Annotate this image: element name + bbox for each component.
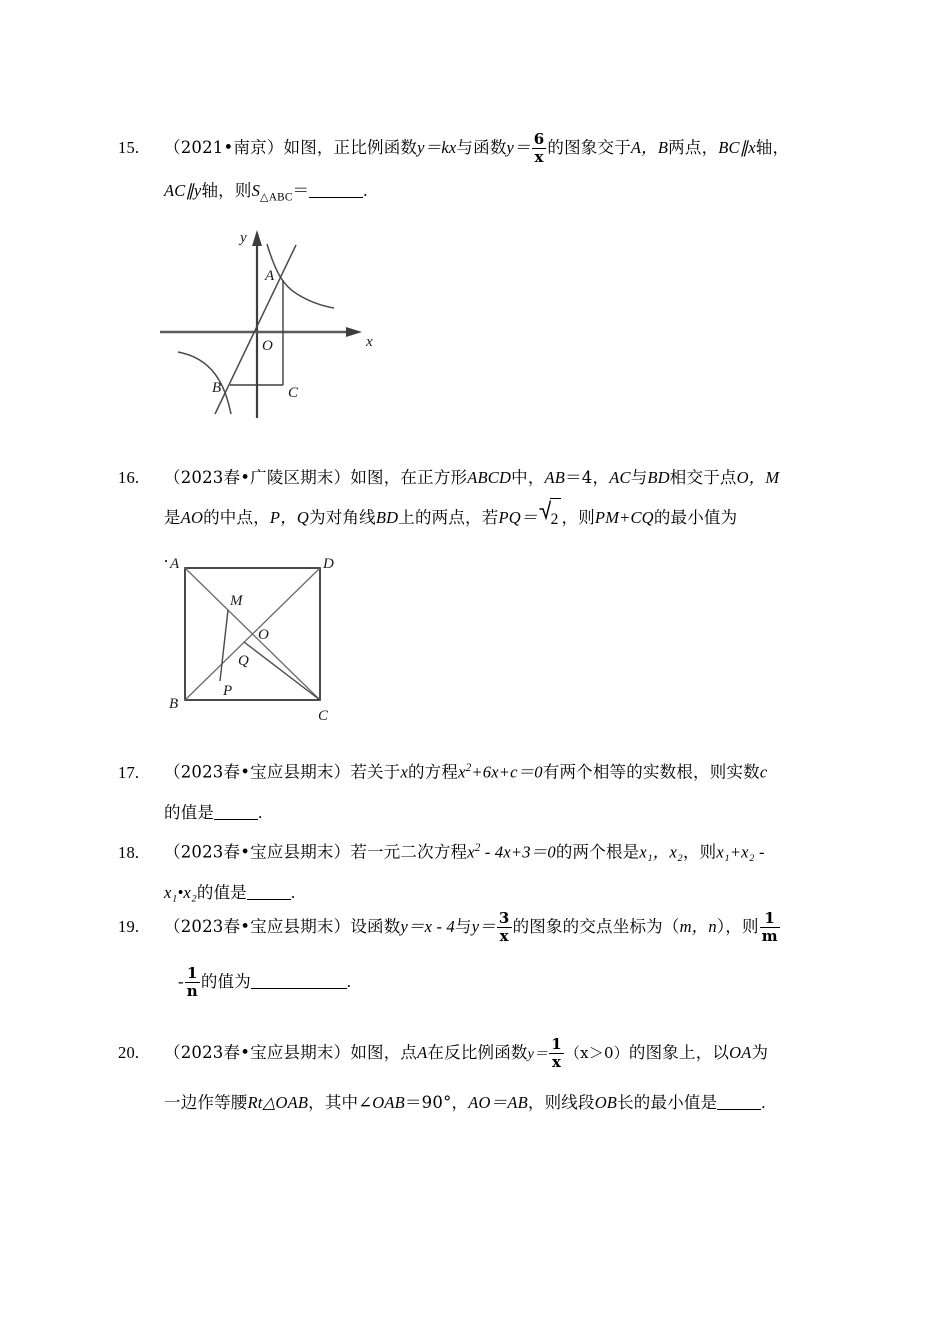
problem-20-text-d: 为 [751, 1043, 769, 1062]
problem-17-text-a: 若关于 [350, 762, 401, 782]
problem-16-square-abcd: ABCD [467, 468, 512, 487]
problem-19-number: 19. [118, 917, 140, 936]
problem-19-line-2 [118, 949, 828, 1015]
problem-15-line-1 [118, 128, 828, 168]
problem-19-text-a: 设函数 [350, 917, 401, 936]
problem-20-point-a: A [417, 1043, 428, 1062]
problem-18-equation-base: x [467, 842, 475, 862]
problem-17-var-x: x [400, 762, 408, 782]
problem-15-text-f: 轴， [755, 138, 790, 157]
hyperbola-branch-positive [267, 244, 334, 308]
problem-17 [118, 748, 828, 833]
problem-15-answer-blank[interactable] [309, 181, 363, 199]
label-point-m: M [230, 593, 243, 609]
problem-17-source: （2023春•宝应县期末） [164, 762, 351, 782]
problem-15-text-a: 如图，正比例函数 [283, 138, 418, 157]
problem-17-text-value: 的值是 [164, 802, 215, 822]
problem-17-line-1 [118, 748, 828, 793]
problem-16-points-pq: P，Q [269, 508, 310, 527]
label-point-b: B [212, 380, 222, 396]
problem-16-text-a: 如图，在正方形 [350, 468, 468, 487]
problem-16-line-1 [118, 458, 828, 498]
figure-problem-15 [152, 222, 402, 422]
problem-20 [118, 1030, 828, 1128]
problem-16-text-k: 的最小值为 [653, 508, 738, 527]
problem-15-ac-parallel-y: AC∥y [164, 181, 202, 200]
problem-16-text-e: 相交于点 [669, 468, 737, 487]
figure-15-svg [152, 222, 402, 422]
fraction-numerator: 3 [498, 908, 510, 927]
problem-15-number: 15. [118, 138, 140, 157]
problem-19-fraction-1-over-n [185, 963, 200, 1000]
figure-16-svg [160, 552, 350, 732]
problem-19-fraction-3-over-x [497, 908, 512, 945]
label-point-q: Q [238, 653, 249, 669]
problem-16-text-f: 是 [164, 508, 181, 527]
problem-16-period: . [164, 547, 169, 567]
problem-17-line-2 [118, 793, 828, 833]
problem-20-text-c: 的图象上，以 [628, 1043, 730, 1062]
problem-20-text-f: ，其中∠ [308, 1093, 373, 1112]
problem-17-equation-base: x [458, 762, 466, 782]
problem-19-text-d: ），则 [716, 917, 759, 936]
proportional-line [215, 245, 296, 414]
label-point-p: P [223, 683, 233, 699]
problem-20-number: 20. [118, 1043, 140, 1062]
problem-16-points-om: O，M [736, 468, 780, 487]
problem-15-fraction-6-over-x [532, 129, 547, 166]
problem-15-source: （2021•南京） [164, 138, 284, 157]
problem-19-linear-eq: y＝x - 4 [400, 917, 455, 936]
problem-15-bc-parallel-x: BC∥x [718, 138, 756, 157]
problem-16-seg-ab: AB [544, 468, 566, 487]
label-vertex-d: D [323, 556, 334, 572]
problem-19-inverse-eq-lhs: y＝ [471, 917, 496, 936]
label-x-axis: x [366, 334, 373, 350]
problem-17-number: 17. [118, 762, 140, 782]
problem-15-points-ab: A，B [630, 138, 669, 157]
problem-20-source: （2023春•宝应县期末） [164, 1043, 351, 1062]
problem-16-diag-ac: AC [609, 468, 631, 487]
problem-19-text-b: 与 [454, 917, 472, 936]
problem-18 [118, 828, 828, 913]
problem-15-s-symbol: S [251, 181, 261, 200]
problem-18-expr-part1: x₁+x₂ - [716, 842, 765, 862]
problem-15-text-d: 两点， [668, 138, 719, 157]
label-point-c: C [288, 385, 299, 401]
fraction-denominator: x [551, 1052, 562, 1071]
problem-20-text-g: ＝90°， [404, 1093, 469, 1112]
problem-18-text-value: 的值是 [196, 882, 248, 902]
problem-16-line-2 [118, 498, 828, 540]
problem-19-answer-blank[interactable] [251, 972, 347, 990]
problem-16-text-c: ＝4， [565, 468, 610, 487]
problem-20-text-a: 如图，点 [350, 1043, 418, 1062]
problem-17-exponent: 2 [465, 762, 472, 774]
problem-16-diag-bd-2: BD [375, 508, 399, 527]
problem-20-text-h: ，则线段 [527, 1093, 595, 1112]
fraction-numerator: 1 [551, 1034, 562, 1053]
problem-18-equation-rest: - 4x+3＝0 [480, 842, 556, 862]
problem-17-var-c: c [759, 762, 768, 782]
problem-20-line-1 [118, 1030, 828, 1078]
fraction-denominator: m [761, 926, 778, 945]
problem-16-text-h: 为对角线 [309, 508, 376, 527]
label-vertex-c: C [318, 708, 329, 724]
problem-17-text-b: 的方程 [407, 762, 459, 782]
problem-20-answer-blank[interactable] [717, 1093, 761, 1111]
problem-16-seg-ao: AO [180, 508, 204, 527]
problem-18-number: 18. [118, 842, 140, 862]
problem-18-text-c: ，则 [682, 842, 717, 862]
label-vertex-b: B [169, 696, 179, 712]
fraction-numerator: 1 [760, 911, 780, 928]
problem-15 [118, 128, 828, 220]
problem-15-text-c: 的图象交于 [547, 138, 631, 157]
problem-20-domain-condition: （x＞0） [564, 1044, 629, 1062]
problem-20-text-i: 长的最小值是 [617, 1093, 718, 1112]
label-y-axis: y [240, 230, 247, 246]
problem-19-text-value: 的值为 [200, 972, 251, 991]
problem-20-inverse-eq-lhs: y＝ [527, 1047, 549, 1062]
figure-problem-16 [160, 552, 350, 732]
radical-glyph [539, 498, 551, 520]
problem-18-period: . [291, 882, 296, 902]
fraction-denominator: n [186, 981, 198, 1000]
problem-16-pq-equals: PQ＝ [498, 508, 538, 527]
problem-17-equation-rest: +6x+c＝0 [471, 762, 543, 782]
label-point-a: A [265, 268, 275, 284]
problem-17-period: . [258, 802, 263, 822]
problem-17-answer-blank[interactable] [214, 802, 258, 820]
problem-16-text-g: 的中点， [203, 508, 270, 527]
problem-20-period: . [761, 1093, 766, 1112]
problem-15-period: . [363, 181, 368, 200]
problem-18-expr-part2: x₁•x₂ [164, 882, 197, 902]
problem-16-source: （2023春•广陵区期末） [164, 468, 351, 487]
hyperbola-branch-negative [178, 352, 231, 414]
x-axis-arrow [346, 327, 362, 337]
problem-19-period: . [346, 972, 352, 991]
problem-20-text-b: 在反比例函数 [427, 1043, 528, 1062]
problem-20-seg-oa: OA [729, 1043, 752, 1062]
segment-pm [220, 610, 228, 681]
y-axis-arrow [252, 230, 262, 246]
problem-15-eq2-lhs: y＝ [506, 138, 531, 157]
problem-18-text-a: 若一元二次方程 [350, 842, 468, 862]
label-point-o: O [262, 338, 273, 354]
problem-19 [118, 905, 828, 1015]
problem-16-diag-bd: BD [647, 468, 670, 487]
problem-20-fraction-1-over-x [549, 1034, 564, 1071]
problem-19-text-c: 的图象的交点坐标为（ [512, 917, 680, 936]
problem-16-text-i: 上的两点，若 [398, 508, 499, 527]
fraction-numerator: 6 [533, 129, 545, 148]
problem-16-text-d: 与 [630, 468, 648, 487]
problem-16-expr-pmcq: PM+CQ [594, 508, 654, 527]
segment-qc [244, 642, 320, 700]
problem-19-minus-sign: - [178, 972, 184, 991]
fraction-numerator: 1 [185, 966, 200, 983]
problem-18-text-b: 的两个根是 [555, 842, 640, 862]
problem-18-source: （2023春•宝应县期末） [164, 842, 351, 862]
problem-16-number: 16. [118, 468, 140, 487]
problem-18-answer-blank[interactable] [247, 882, 291, 900]
problem-16-text-b: 中， [511, 468, 545, 487]
problem-15-line-2 [118, 168, 828, 220]
problem-19-coords-mn: m，n [679, 917, 717, 936]
problem-18-line-1 [118, 828, 828, 873]
problem-18-roots: x₁，x₂ [639, 842, 683, 862]
problem-20-ao-equals-ab: AO＝AB [468, 1093, 528, 1112]
problem-18-exponent: 2 [474, 842, 481, 854]
problem-19-source: （2023春•宝应县期末） [164, 917, 351, 936]
label-point-o: O [258, 627, 269, 643]
sqrt-radicand: 2 [550, 498, 561, 540]
problem-15-text-then: 轴，则 [201, 181, 252, 200]
problem-16-text-j: ，则 [561, 508, 595, 527]
problem-15-text-b: 与函数 [456, 138, 507, 157]
problem-20-triangle-oab: Rt△OAB [247, 1093, 309, 1112]
sqrt-symbol [539, 498, 561, 540]
problem-15-eq-kx: y＝kx [417, 138, 457, 157]
fraction-denominator: x [534, 147, 544, 166]
fraction-denominator: x [499, 926, 509, 945]
problem-17-text-c: 有两个相等的实数根，则实数 [542, 762, 760, 782]
problem-20-text-e: 一边作等腰 [164, 1093, 248, 1112]
problem-15-equals: ＝ [292, 181, 310, 200]
problem-19-fraction-1-over-m [760, 908, 780, 945]
problem-20-angle-oab: OAB [372, 1093, 405, 1112]
label-vertex-a: A [170, 556, 180, 572]
problem-20-line-2 [118, 1078, 828, 1128]
problem-20-seg-ob: OB [594, 1093, 618, 1112]
problem-19-line-1 [118, 905, 828, 949]
problem-15-s-subscript: △ABC [260, 191, 293, 204]
